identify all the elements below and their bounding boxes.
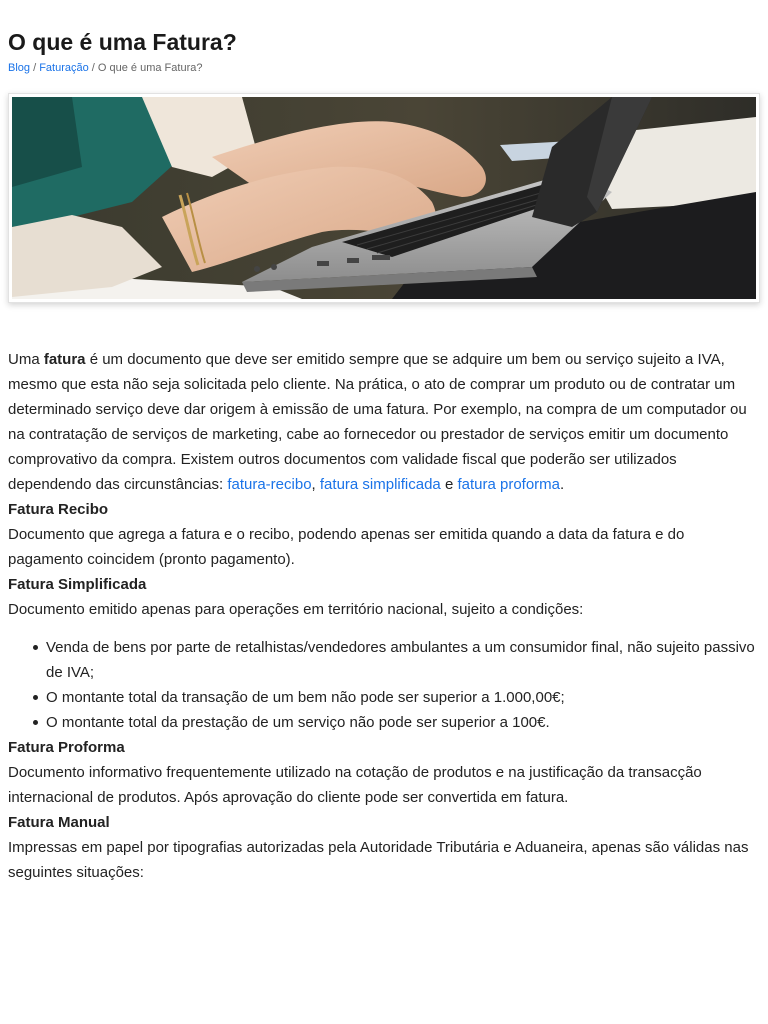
intro-text: . [560,476,565,493]
list-item: O montante total da prestação de um serviço não pode ser superior a 100€. [8,710,760,735]
breadcrumb-separator: / [88,62,98,74]
link-fatura-simplificada[interactable]: fatura simplificada [319,476,441,493]
link-fatura-proforma[interactable]: fatura proforma [457,476,561,493]
section-heading-manual: Fatura Manual [8,814,110,831]
intro-bold-term: fatura [43,351,86,368]
list-item: Venda de bens por parte de retalhistas/vendedores ambulantes a um consumidor final, não sujeito passivo de IVA; [8,635,760,685]
section-heading-recibo: Fatura Recibo [8,501,109,518]
section-heading-simplificada: Fatura Simplificada [8,576,147,593]
hero-image-frame [8,93,760,303]
breadcrumb-link-faturacao[interactable]: Faturação [39,62,89,74]
breadcrumb [8,61,760,75]
intro-separator: , [311,476,320,493]
intro-text: é um documento que deve ser emitido sempre que se adquire um bem ou serviço sujeito a IVA, mesmo que esta não seja solicitada pelo cliente. Na prática, o ato de comprar um produto ou de contratar um determinado serviço deve dar origem à emissão de uma fatura. Por exemplo, na compra de um computador ou na contratação de serviços de marketing, cabe ao fornecedor ou prestador de serviços emitir um documento comprovativo da compra. Existem outros documentos com validade fiscal que poderão ser utilizados dependendo das circunstâncias: [8,351,747,493]
section-text-simplificada: Documento emitido apenas para operações em território nacional, sujeito a condições: [8,601,584,618]
breadcrumb-link-blog[interactable]: Blog [8,62,31,74]
section-heading-proforma: Fatura Proforma [8,739,125,756]
intro-separator: e [440,476,458,493]
article-body [8,347,760,885]
intro-paragraph [8,347,760,497]
section-text-recibo: Documento que agrega a fatura e o recibo, podendo apenas ser emitida quando a data da fatura e do pagamento coincidem (pronto pagamento). [8,526,685,568]
section-text-proforma: Documento informativo frequentemente utilizado na cotação de produtos e na justificação da transacção internacional de produtos. Após aprovação do cliente pode ser convertida em fatura. [8,764,702,806]
list-item: O montante total da transação de um bem não pode ser superior a 1.000,00€; [8,685,760,710]
conditions-list [8,635,760,735]
section-text-manual: Impressas em papel por tipografias autorizadas pela Autoridade Tributária e Aduaneira, apenas são válidas nas seguintes situações: [8,839,749,881]
link-fatura-recibo[interactable]: fatura-recibo [227,476,312,493]
breadcrumb-separator: / [30,62,40,74]
laptop-typing-photo [12,97,756,299]
page-title: O que é uma Fatura? [8,29,237,55]
intro-text: Uma [8,351,44,368]
breadcrumb-current: O que é uma Fatura? [97,62,203,74]
